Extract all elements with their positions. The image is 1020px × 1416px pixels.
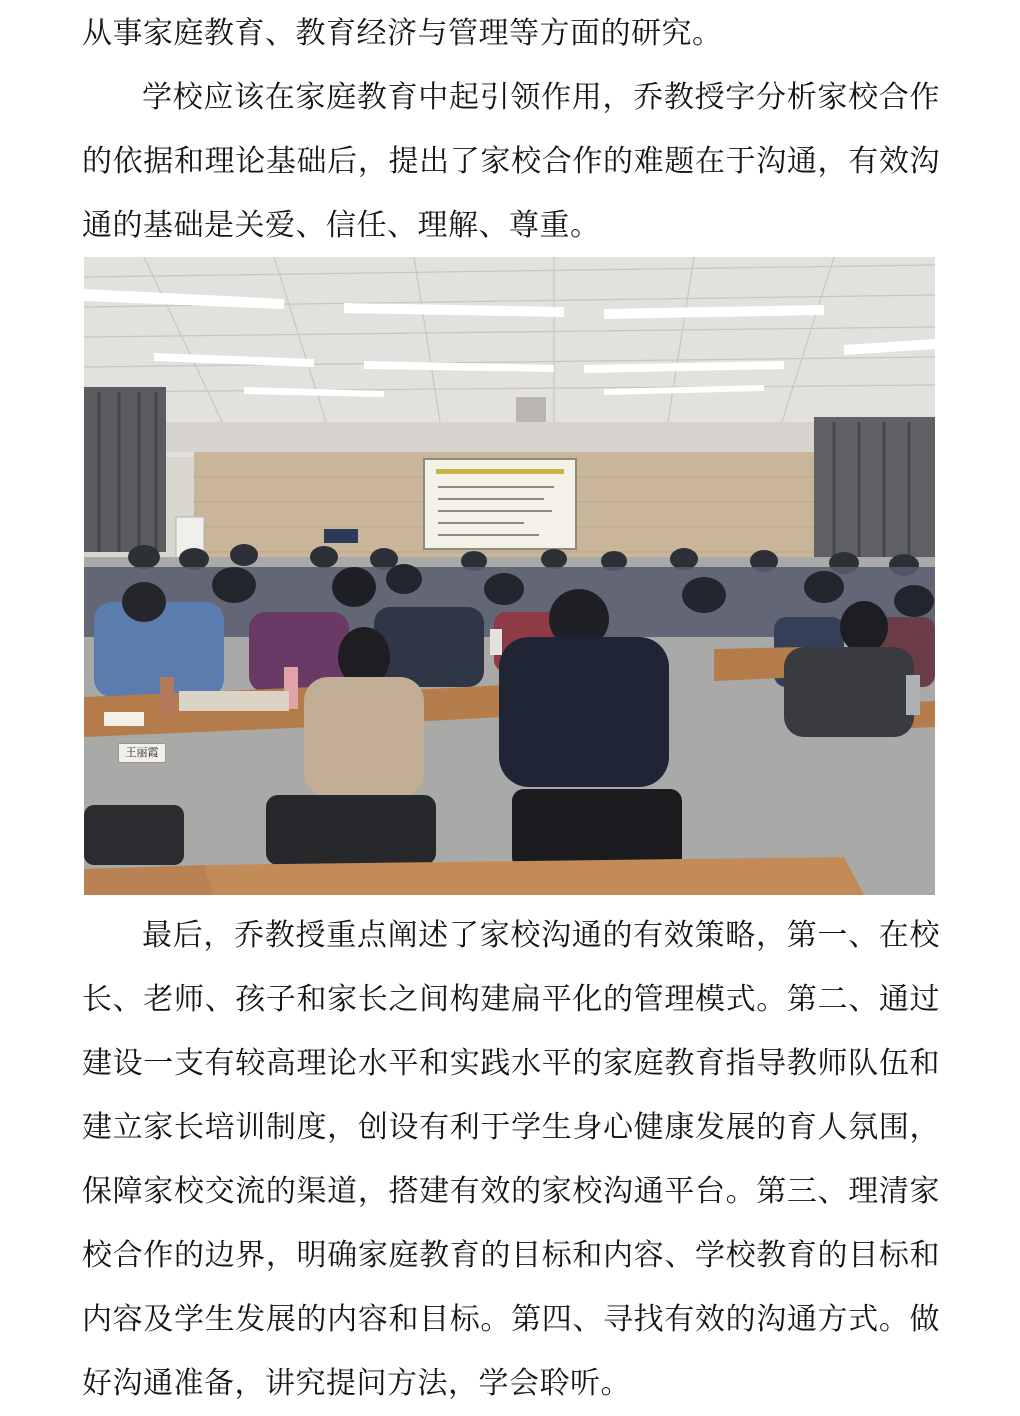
name-card: 王丽霞 [118,743,166,763]
lecture-hall-photo [84,257,935,895]
paragraph-strategies: 最后，乔教授重点阐述了家校沟通的有效策略，第一、在校长、老师、孩子和家长之间构建扁平化的管理模式。第二、通过建设一支有较高理论水平和实践水平的家庭教育指导教师队伍和建立家长培训制度，创设有利于学生身心健康发展的育人氛围，保障家校交流的渠道，搭建有效的家校沟通平台。第三、理清家校合作的边界，明确家庭教育的目标和内容、学校教育的目标和内容及学生发展的内容和目标。第四、寻找有效的沟通方式。做好沟通准备，讲究提问方法，学会聆听。 [82,918,940,1401]
paragraph-intro-end: 从事家庭教育、教育经济与管理等方面的研究。 [82,16,723,51]
paragraph-school-role: 学校应该在家庭教育中起引领作用，乔教授字分析家校合作的依据和理论基础后，提出了家校合作的难题在于沟通，有效沟通的基础是关爱、信任、理解、尊重。 [82,80,940,243]
